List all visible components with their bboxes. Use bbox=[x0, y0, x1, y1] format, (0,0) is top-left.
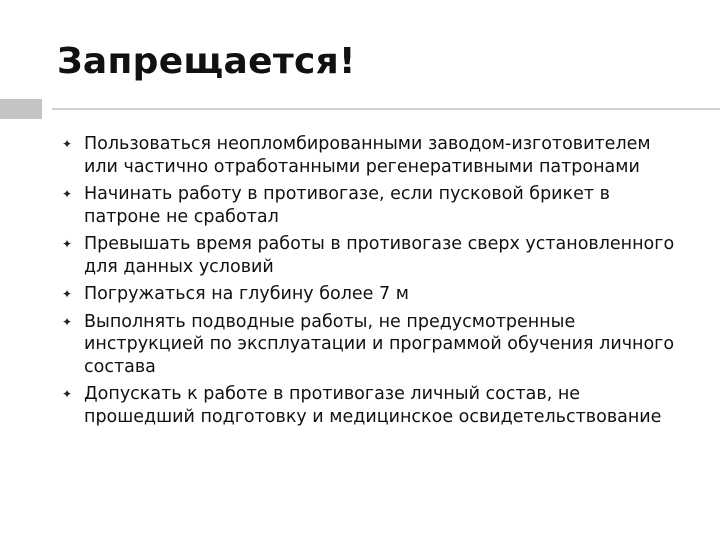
four-point-star-icon: ✦ bbox=[61, 287, 73, 301]
four-point-star-icon: ✦ bbox=[61, 314, 73, 329]
accent-square bbox=[0, 99, 42, 119]
list-item bbox=[58, 311, 688, 379]
list-item bbox=[58, 283, 688, 306]
list-item-text: Превышать время работы в противогазе сверх установленного для данных условий bbox=[84, 234, 675, 277]
list-item bbox=[58, 383, 688, 428]
list-item bbox=[58, 183, 688, 228]
list-item-text: Пользоваться неопломбированными заводом-изготовителем или частично отработанными регенеративными патронами bbox=[84, 134, 651, 177]
list-item-text: Начинать работу в противогазе, если пусковой брикет в патроне не сработал bbox=[84, 184, 610, 227]
title-divider bbox=[52, 108, 720, 110]
list-item-text: Погружаться на глубину более 7 м bbox=[84, 284, 409, 304]
four-point-star-icon: ✦ bbox=[61, 237, 73, 251]
list-item-text: Допускать к работе в противогазе личный состав, не прошедший подготовку и медицинское освидетельствование bbox=[84, 384, 662, 427]
slide-title: Запрещается! bbox=[57, 41, 356, 82]
bullet-list bbox=[58, 133, 688, 433]
list-item bbox=[58, 233, 688, 278]
four-point-star-icon: ✦ bbox=[61, 137, 73, 151]
four-point-star-icon: ✦ bbox=[61, 187, 73, 201]
list-item-text: Выполнять подводные работы, не предусмотренные инструкцией по эксплуатации и программой обучения личного состава bbox=[84, 311, 675, 377]
four-point-star-icon: ✦ bbox=[61, 387, 73, 401]
list-item bbox=[58, 133, 688, 178]
